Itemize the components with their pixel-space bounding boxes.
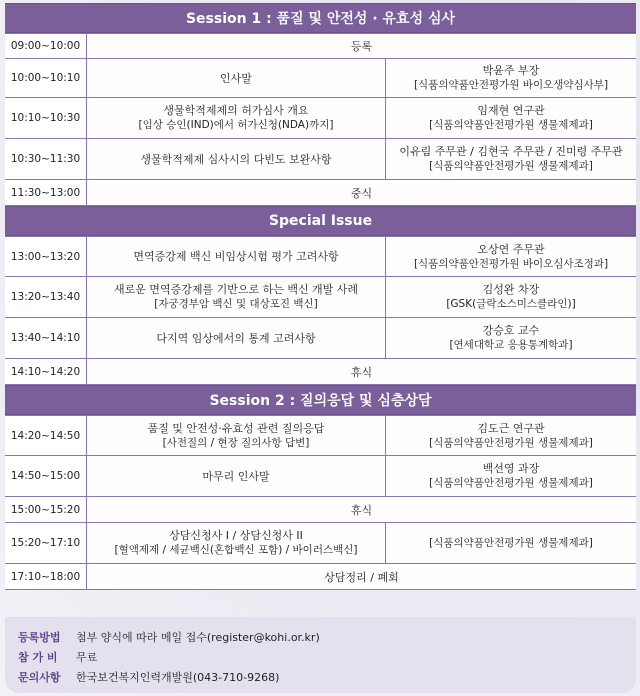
topic-subtitle: [자궁경부암 백신 및 대상포진 백신] bbox=[154, 298, 318, 310]
speaker-name: 이유림 주무관 / 김현국 주무관 / 진미령 주무관 bbox=[399, 145, 623, 158]
speaker-cell bbox=[386, 318, 636, 358]
table-row bbox=[5, 236, 636, 277]
topic-cell bbox=[87, 139, 386, 179]
topic-cell bbox=[87, 318, 386, 358]
speaker-name: 임재현 연구관 bbox=[477, 104, 545, 117]
registration-info bbox=[18, 629, 320, 645]
speaker-cell bbox=[386, 277, 636, 317]
speaker-cell bbox=[386, 237, 636, 276]
speaker-name: 오상연 주무관 bbox=[477, 242, 545, 256]
time-cell: 09:00~10:00 bbox=[5, 34, 87, 58]
full-cell: 상담정리 / 폐회 bbox=[324, 570, 399, 584]
table-row bbox=[5, 456, 636, 497]
time-cell: 13:00~13:20 bbox=[5, 237, 87, 276]
speaker-name: 백선영 과장 bbox=[482, 462, 540, 475]
topic-cell bbox=[87, 523, 386, 563]
topic-cell bbox=[87, 59, 386, 97]
speaker-affiliation: [GSK(글락소스미스클라인)] bbox=[446, 298, 576, 310]
table-row bbox=[5, 139, 636, 180]
speaker-affiliation: [연세대학교 응용통계학과] bbox=[449, 339, 573, 351]
contact-info bbox=[18, 669, 279, 685]
topic-title: 품질 및 안전성·유효성 관련 질의응답 bbox=[147, 421, 325, 435]
table-row bbox=[5, 415, 636, 456]
topic-cell bbox=[87, 237, 386, 276]
speaker-name: 강승호 교수 bbox=[482, 324, 540, 337]
contact-value: 한국보건복지인력개발원(043-710-9268) bbox=[76, 671, 280, 684]
time-cell: 10:00~10:10 bbox=[5, 59, 87, 97]
time-cell: 10:30~11:30 bbox=[5, 139, 87, 179]
speaker-name: 박윤주 부장 bbox=[482, 64, 540, 77]
speaker-cell bbox=[386, 139, 636, 179]
full-cell: 중식 bbox=[350, 186, 373, 200]
speaker-affiliation: [식품의약품안전평가원 생물제제과] bbox=[429, 160, 593, 172]
speaker-affiliation: [식품의약품안전평가원 생물제제과] bbox=[429, 119, 593, 131]
info-footer bbox=[5, 617, 636, 693]
topic-subtitle: [사전질의 / 현장 질의사항 답변] bbox=[162, 436, 310, 449]
time-cell: 15:20~17:10 bbox=[5, 523, 87, 563]
special-issue-header: Special Issue bbox=[5, 206, 636, 236]
full-cell: 휴식 bbox=[350, 503, 373, 517]
table-row bbox=[5, 33, 636, 59]
topic-title: 면역증강제 백신 비임상시험 평가 고려사항 bbox=[133, 250, 339, 263]
time-cell: 14:20~14:50 bbox=[5, 416, 87, 455]
speaker-name: 김성완 차장 bbox=[482, 283, 540, 296]
topic-title: 생물학적제제 심사시의 다빈도 보완사항 bbox=[140, 152, 332, 166]
table-row bbox=[5, 180, 636, 206]
speaker-cell bbox=[386, 456, 636, 496]
topic-title: 새로운 면역증강제를 기반으로 하는 백신 개발 사례 bbox=[113, 283, 359, 296]
speaker-affiliation: [식품의약품안전평가원 생물제제과] bbox=[429, 436, 593, 449]
topic-subtitle: [임상 승인(IND)에서 허가신청(NDA)까지] bbox=[138, 119, 334, 131]
topic-cell bbox=[87, 416, 386, 455]
full-cell: 등록 bbox=[350, 40, 373, 53]
speaker-cell bbox=[386, 98, 636, 138]
schedule-table bbox=[5, 3, 636, 590]
speaker-affiliation: [식품의약품안전평가원 바이오심사조정과] bbox=[413, 257, 609, 270]
speaker-affiliation: [식품의약품안전평가원 바이오생약심사부] bbox=[413, 79, 609, 91]
topic-title: 마무리 인사말 bbox=[202, 469, 270, 483]
registration-label: 등록방법 bbox=[18, 631, 61, 644]
topic-cell bbox=[87, 98, 386, 138]
speaker-affiliation: [식품의약품안전평가원 생물제제과] bbox=[429, 477, 593, 489]
time-cell: 13:20~13:40 bbox=[5, 277, 87, 317]
speaker-name: 김도근 연구관 bbox=[477, 421, 545, 435]
full-cell: 휴식 bbox=[350, 365, 373, 379]
contact-label: 문의사항 bbox=[18, 671, 61, 684]
topic-title: 다지역 임상에서의 통계 고려사항 bbox=[156, 331, 316, 345]
speaker-affiliation: [식품의약품안전평가원 생물제제과] bbox=[429, 536, 593, 549]
table-row bbox=[5, 277, 636, 318]
time-cell: 13:40~14:10 bbox=[5, 318, 87, 358]
time-cell: 14:50~15:00 bbox=[5, 456, 87, 496]
session-2-header: Session 2 : 질의응답 및 심층상담 bbox=[5, 385, 636, 415]
topic-title: 상담신청사 I / 상담신청사 II bbox=[169, 529, 303, 542]
table-row bbox=[5, 497, 636, 523]
time-cell: 10:10~10:30 bbox=[5, 98, 87, 138]
table-row bbox=[5, 359, 636, 385]
fee-value: 무료 bbox=[76, 651, 98, 664]
time-cell: 15:00~15:20 bbox=[5, 497, 87, 522]
table-row bbox=[5, 98, 636, 139]
table-row bbox=[5, 318, 636, 359]
topic-title: 인사말 bbox=[220, 71, 252, 85]
table-row bbox=[5, 523, 636, 564]
session-1-header: Session 1 : 품질 및 안전성 · 유효성 심사 bbox=[5, 3, 636, 33]
speaker-cell bbox=[386, 59, 636, 97]
registration-value: 첨부 양식에 따라 메일 접수(register@kohi.or.kr) bbox=[76, 631, 320, 644]
time-cell: 11:30~13:00 bbox=[5, 180, 87, 205]
time-cell: 17:10~18:00 bbox=[5, 564, 87, 589]
topic-cell bbox=[87, 277, 386, 317]
table-row bbox=[5, 59, 636, 98]
speaker-cell bbox=[386, 416, 636, 455]
fee-info bbox=[18, 649, 97, 665]
speaker-cell bbox=[386, 523, 636, 563]
topic-subtitle: [혈액제제 / 세균백신(혼합백신 포함) / 바이러스백신] bbox=[114, 544, 358, 556]
time-cell: 14:10~14:20 bbox=[5, 359, 87, 384]
topic-cell bbox=[87, 456, 386, 496]
fee-label: 참 가 비 bbox=[18, 651, 58, 664]
topic-title: 생물학적제제의 허가심사 개요 bbox=[163, 104, 309, 117]
table-row bbox=[5, 564, 636, 590]
